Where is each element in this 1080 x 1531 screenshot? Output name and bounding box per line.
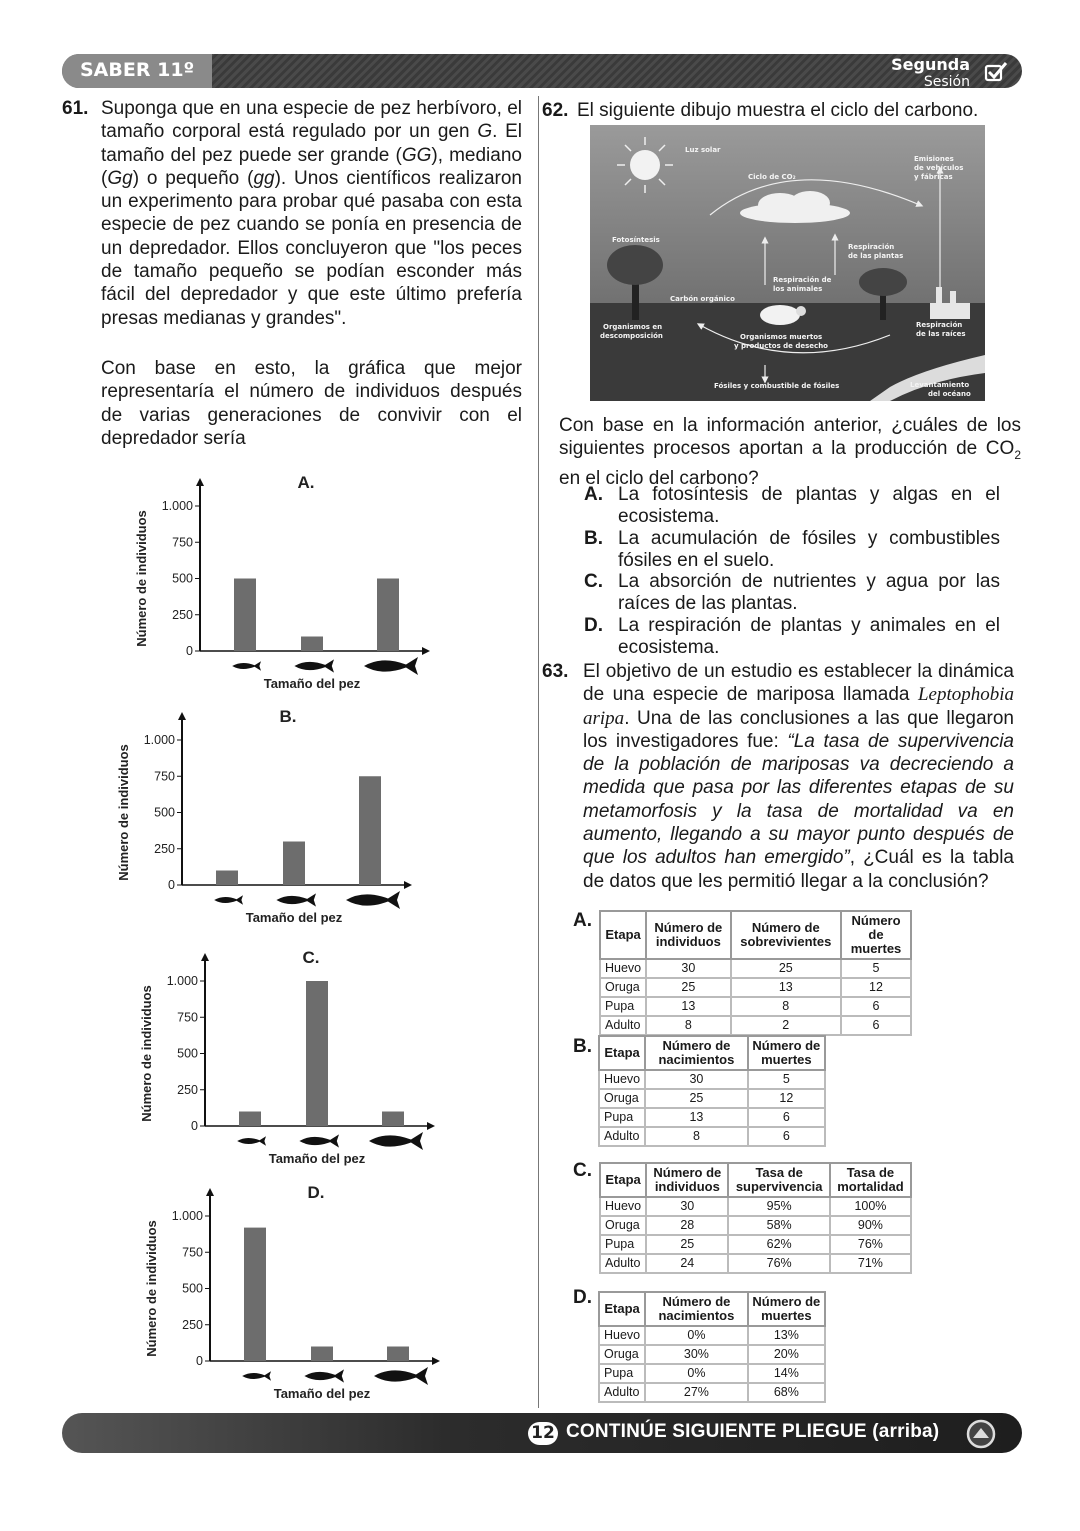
table-row: Pupa 25 62% 76% xyxy=(600,1235,911,1254)
table-row: Oruga 30% 20% xyxy=(599,1345,825,1364)
bar-grande xyxy=(382,1112,404,1127)
y-tick-label: 1.000 xyxy=(171,1209,203,1223)
table-row: Oruga 25 12 xyxy=(599,1089,825,1108)
x-axis-label: Tamaño del pez xyxy=(268,1151,366,1166)
option-62-d[interactable]: D. La respiración de plantas y animales en el ecosistema. xyxy=(584,615,1000,658)
label-levantamiento-2: del océano xyxy=(928,390,971,398)
bar-mediano xyxy=(301,637,323,652)
question-62-intro: El siguiente dibujo muestra el ciclo del carbono. xyxy=(577,100,979,121)
fish-small-icon xyxy=(214,895,243,905)
table-header-row: Etapa Número de individuos Tasa de supervivencia Tasa de mortalidad xyxy=(600,1163,911,1197)
table-row: Pupa 13 8 6 xyxy=(600,997,911,1016)
bar-grande xyxy=(359,776,381,885)
y-tick-label: 750 xyxy=(172,535,193,550)
bar-grande xyxy=(377,579,399,652)
question-61-number: 61. xyxy=(62,98,89,119)
bar-pequeño xyxy=(244,1228,266,1361)
table-row: Adulto 8 2 6 xyxy=(600,1016,911,1035)
bar-mediano xyxy=(283,842,305,886)
label-resp-raices-2: de las raíces xyxy=(916,330,966,338)
table-option-a-label: A. xyxy=(573,910,592,931)
y-axis-arrow xyxy=(196,478,204,486)
y-tick-label: 0 xyxy=(186,644,193,658)
table-option-c-label: C. xyxy=(573,1160,592,1181)
y-tick-label: 1.000 xyxy=(143,733,175,747)
question-61-statement: Suponga que en una especie de pez herbívoro, el tamaño corporal está regulado por un gen G. El tamaño del pez puede ser grande (GG), mediano (Gg) o pequeño (gg). Unos científicos realizaron un experimento para probar qué pasaba con esta especie de pez cuando se ponía en presencia de un depredador. Ellos concluyeron que "los peces de tamaño pequeño se podían esconder más fácil del depredador y que este último prefería presas medianas y grandes". xyxy=(101,98,522,329)
y-tick-label: 250 xyxy=(182,1317,203,1332)
question-63-number: 63. xyxy=(542,661,569,682)
y-tick-label: 500 xyxy=(154,805,175,820)
bar-pequeño xyxy=(239,1112,261,1127)
table-option-b[interactable] xyxy=(598,1035,826,1147)
x-axis-arrow xyxy=(404,881,412,889)
carbon-cycle-diagram xyxy=(590,125,985,401)
y-axis-label: Número de individuos xyxy=(134,510,149,647)
label-resp-raices-1: Respiración xyxy=(916,321,963,329)
chart-option-a[interactable] xyxy=(128,468,448,693)
y-tick-label: 0 xyxy=(168,878,175,892)
y-tick-label: 750 xyxy=(154,769,175,784)
x-axis-arrow xyxy=(422,647,430,655)
fish-icons xyxy=(214,891,400,909)
y-tick-label: 250 xyxy=(172,607,193,622)
question-63-statement: El objetivo de un estudio es establecer la dinámica de una especie de mariposa llamada Leptophobia aripa. Una de las conclusiones a las que llegaron los investigadores fue: “La tasa de supervivencia de la población de mariposas va decreciendo a medida que pasa por las diferentes etapas de su metamorfosis y la tasa de mortalidad va en aumento, llegando a su mayor punto después de que los adultos han emergido”, ¿Cuál es la tabla de datos que les permitió llegar a la conclusión? xyxy=(583,661,1014,892)
label-luz-solar: Luz solar xyxy=(685,146,721,154)
table-header-row: Etapa Número de nacimientos Número de muertes xyxy=(599,1292,825,1326)
table-row: Adulto 24 76% 71% xyxy=(600,1254,911,1273)
label-emisiones-1: Emisiones xyxy=(914,155,954,163)
table-option-d-label: D. xyxy=(573,1287,592,1308)
label-muertos-2: y productos de desecho xyxy=(734,342,828,350)
x-axis-arrow xyxy=(432,1357,440,1365)
chart-option-d[interactable] xyxy=(138,1178,458,1403)
arrow-up-circle-icon xyxy=(966,1419,996,1449)
chart-title: A. xyxy=(297,473,315,492)
label-fotosintesis: Fotosíntesis xyxy=(612,236,660,244)
y-axis-arrow xyxy=(201,953,209,961)
question-61-prompt: Con base en esto, la gráfica que mejor representaría el número de individuos después de varias generaciones de convivir con el depredador sería xyxy=(101,358,522,449)
label-muertos-1: Organismos muertos xyxy=(740,333,823,341)
x-axis-label: Tamaño del pez xyxy=(263,676,361,691)
y-axis-arrow xyxy=(178,712,186,720)
question-62-prompt: Con base en la información anterior, ¿cuáles de los siguientes procesos aportan a la producción de $CO_2$ en el ciclo del carbono? xyxy=(559,415,1021,490)
label-carbon-organico: Carbón orgánico xyxy=(670,295,735,303)
y-tick-label: 750 xyxy=(182,1245,203,1260)
y-tick-label: 500 xyxy=(177,1046,198,1061)
label-resp-animales-1: Respiración de xyxy=(773,276,832,284)
y-tick-label: 0 xyxy=(191,1119,198,1133)
label-resp-plantas-2: de las plantas xyxy=(848,252,904,260)
chart-title: C. xyxy=(302,948,320,967)
label-descomposicion-2: descomposición xyxy=(600,332,663,340)
table-row: Pupa 0% 14% xyxy=(599,1364,825,1383)
continue-label: CONTINÚE SIGUIENTE PLIEGUE (arriba) xyxy=(566,1421,940,1442)
page-number: 12 xyxy=(528,1422,558,1445)
fish-small-icon xyxy=(242,1371,271,1381)
table-row: Pupa 13 6 xyxy=(599,1108,825,1127)
table-row: Oruga 28 58% 90% xyxy=(600,1216,911,1235)
fish-medium-icon xyxy=(304,1369,344,1382)
fish-large-icon xyxy=(364,657,418,675)
question-62-number: 62. xyxy=(542,100,569,121)
label-ciclo-co2: Ciclo de CO₂ xyxy=(748,173,796,181)
y-tick-label: 500 xyxy=(172,571,193,586)
exam-title: SABER 11º xyxy=(80,59,195,81)
label-descomposicion-1: Organismos en xyxy=(603,323,663,331)
fish-large-icon xyxy=(369,1132,423,1150)
bar-pequeño xyxy=(234,579,256,652)
table-option-a[interactable] xyxy=(599,910,912,1036)
y-axis-label: Número de individuos xyxy=(139,985,154,1122)
table-option-b-label: B. xyxy=(573,1036,592,1057)
fish-large-icon xyxy=(346,891,400,909)
table-row: Huevo 30 5 xyxy=(599,1070,825,1089)
fish-icons xyxy=(242,1367,428,1385)
label-emisiones-2: de vehículos xyxy=(914,164,964,172)
column-divider xyxy=(538,96,539,1408)
fish-icons xyxy=(232,657,418,675)
fish-medium-icon xyxy=(299,1134,339,1147)
fish-icons xyxy=(237,1132,423,1150)
label-fosiles: Fósiles y combustible de fósiles xyxy=(714,382,840,390)
fish-large-icon xyxy=(374,1367,428,1385)
page-footer xyxy=(62,1413,1022,1453)
table-row: Huevo 30 25 5 xyxy=(600,959,911,978)
check-box-icon xyxy=(984,61,1008,83)
label-emisiones-3: y fábricas xyxy=(914,173,953,181)
option-62-a[interactable]: A. La fotosíntesis de plantas y algas en el ecosistema. xyxy=(584,484,1000,527)
y-tick-label: 250 xyxy=(154,841,175,856)
bar-pequeño xyxy=(216,871,238,886)
option-62-b[interactable]: B. La acumulación de fósiles y combustibles fósiles en el suelo. xyxy=(584,528,1000,571)
chart-title: D. xyxy=(307,1183,325,1202)
table-row: Huevo 0% 13% xyxy=(599,1326,825,1345)
bar-mediano xyxy=(306,981,328,1126)
fish-medium-icon xyxy=(294,659,334,672)
table-option-c[interactable] xyxy=(599,1162,912,1274)
bar-grande xyxy=(387,1347,409,1362)
y-tick-label: 750 xyxy=(177,1010,198,1025)
label-levantamiento-1: Levantamiento xyxy=(910,381,970,389)
table-option-d[interactable] xyxy=(598,1291,826,1403)
table-row: Oruga 25 13 12 xyxy=(600,978,911,997)
table-header-row: Etapa Número de individuos Número de sobrevivientes Número de muertes xyxy=(600,911,911,959)
session-label-line2: Sesión xyxy=(923,74,970,90)
page-header xyxy=(62,54,1022,88)
y-tick-label: 1.000 xyxy=(166,974,198,988)
y-axis-label: Número de individuos xyxy=(116,744,131,881)
x-axis-label: Tamaño del pez xyxy=(273,1386,371,1401)
table-header-row: Etapa Número de nacimientos Número de muertes xyxy=(599,1036,825,1070)
table-row: Adulto 27% 68% xyxy=(599,1383,825,1402)
label-resp-plantas-1: Respiración xyxy=(848,243,895,251)
option-62-c[interactable]: C. La absorción de nutrientes y agua por las raíces de las plantas. xyxy=(584,571,1000,614)
y-tick-label: 500 xyxy=(182,1281,203,1296)
session-label xyxy=(891,55,1008,90)
label-resp-animales-2: los animales xyxy=(773,285,823,293)
x-axis-label: Tamaño del pez xyxy=(245,910,343,925)
session-label-line1: Segunda xyxy=(891,55,970,74)
y-axis-label: Número de individuos xyxy=(144,1220,159,1357)
fish-small-icon xyxy=(237,1136,266,1146)
table-row: Adulto 8 6 xyxy=(599,1127,825,1146)
chart-option-b[interactable] xyxy=(110,702,430,927)
y-axis-arrow xyxy=(206,1188,214,1196)
chart-title: B. xyxy=(279,707,297,726)
chart-option-c[interactable] xyxy=(133,943,453,1168)
table-row: Huevo 30 95% 100% xyxy=(600,1197,911,1216)
x-axis-arrow xyxy=(427,1122,435,1130)
y-tick-label: 1.000 xyxy=(161,499,193,513)
bar-mediano xyxy=(311,1347,333,1362)
fish-small-icon xyxy=(232,661,261,671)
y-tick-label: 250 xyxy=(177,1082,198,1097)
y-tick-label: 0 xyxy=(196,1354,203,1368)
fish-medium-icon xyxy=(276,893,316,906)
